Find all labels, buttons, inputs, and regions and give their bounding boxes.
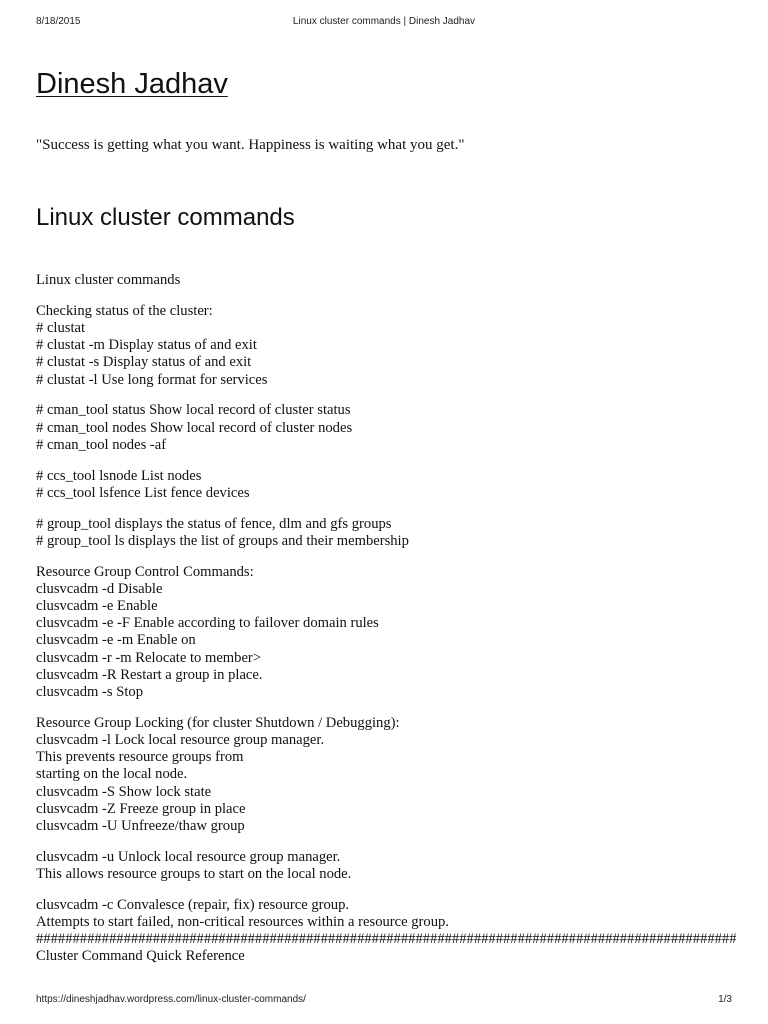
site-title-link[interactable]: Dinesh Jadhav (36, 68, 228, 100)
text-line: Resource Group Locking (for cluster Shutdown / Debugging): (36, 714, 400, 731)
post-body (36, 272, 736, 979)
text-line: Cluster Command Quick Reference (36, 948, 245, 965)
text-line: clusvcadm -e -m Enable on (36, 632, 196, 649)
text-line: clusvcadm -e Enable (36, 598, 158, 615)
text-line: # clustat -m Display status of and exit (36, 337, 257, 354)
print-date: 8/18/2015 (36, 16, 81, 27)
post-paragraph (36, 303, 736, 389)
text-line: # clustat (36, 320, 86, 336)
text-line: # ccs_tool lsfence List fence devices (36, 484, 250, 501)
separator-line: ################################################################################################ (36, 931, 736, 948)
text-line: Attempts to start failed, non-critical resources within a resource group. (36, 914, 449, 931)
text-line: clusvcadm -Z Freeze group in place (36, 800, 246, 817)
text-line: Checking status of the cluster: (36, 302, 213, 319)
text-line: This allows resource groups to start on the local node. (36, 866, 352, 883)
text-line: This prevents resource groups from (36, 749, 244, 766)
post-paragraph (36, 516, 736, 550)
text-line: # cman_tool status Show local record of cluster status (36, 402, 351, 419)
text-line: # group_tool ls displays the list of groups and their membership (36, 532, 409, 549)
text-line: clusvcadm -r -m Relocate to member> (36, 649, 262, 666)
text-line: Resource Group Control Commands: (36, 563, 254, 580)
post-paragraph (36, 272, 736, 289)
text-line: clusvcadm -R Restart a group in place. (36, 666, 263, 683)
text-line: Linux cluster commands (36, 272, 181, 288)
post-paragraph (36, 715, 736, 835)
text-line: # cman_tool nodes Show local record of cluster nodes (36, 419, 353, 436)
print-footer (36, 994, 732, 1008)
text-line: clusvcadm -c Convalesce (repair, fix) resource group. (36, 896, 350, 913)
post-paragraph (36, 402, 736, 454)
print-url: https://dineshjadhav.wordpress.com/linux-cluster-commands/ (36, 994, 306, 1005)
text-line: clusvcadm -S Show lock state (36, 783, 212, 800)
text-line: clusvcadm -s Stop (36, 684, 144, 701)
post-paragraph (36, 849, 736, 883)
print-page-title: Linux cluster commands | Dinesh Jadhav (292, 16, 476, 27)
text-line: starting on the local node. (36, 766, 188, 783)
text-line: # group_tool displays the status of fence, dlm and gfs groups (36, 515, 392, 532)
print-header (36, 16, 732, 32)
text-line: # clustat -l Use long format for services (36, 371, 268, 388)
post-paragraph (36, 897, 736, 966)
post-title: Linux cluster commands (36, 204, 295, 231)
print-page-number: 1/3 (718, 994, 732, 1005)
text-line: # ccs_tool lsnode List nodes (36, 467, 202, 484)
text-line: # cman_tool nodes -af (36, 436, 167, 453)
post-paragraph (36, 468, 736, 502)
post-paragraph (36, 564, 736, 702)
site-tagline: "Success is getting what you want. Happiness is waiting what you get." (36, 137, 465, 153)
text-line: clusvcadm -e -F Enable according to failover domain rules (36, 615, 379, 632)
text-line: clusvcadm -u Unlock local resource group manager. (36, 848, 341, 865)
text-line: # clustat -s Display status of and exit (36, 354, 252, 371)
text-line: clusvcadm -U Unfreeze/thaw group (36, 818, 245, 835)
text-line: clusvcadm -d Disable (36, 580, 163, 597)
text-line: clusvcadm -l Lock local resource group manager. (36, 732, 325, 749)
